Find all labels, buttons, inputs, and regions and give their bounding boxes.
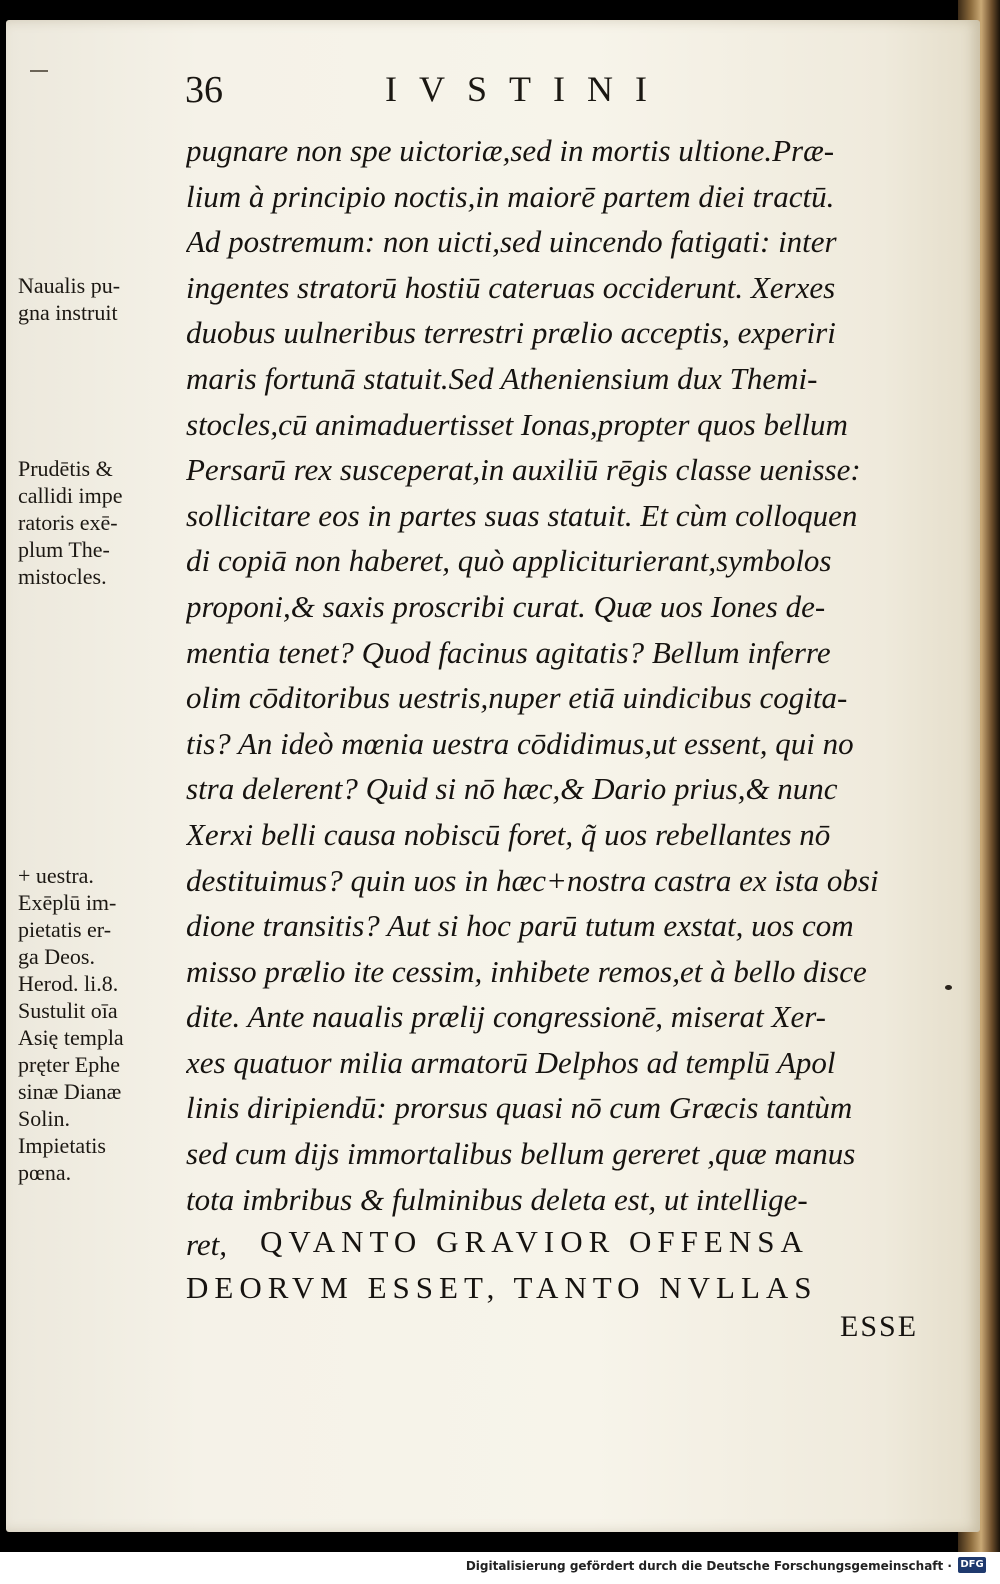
text-line: maris fortunā statuit.Sed Atheniensium dux Themi-	[186, 360, 818, 396]
text-line: sed cum dijs immortalibus bellum gereret ,quæ manus	[186, 1136, 856, 1172]
marginal-note-line: Solin.	[18, 1106, 70, 1131]
marginal-note-line: plum The-	[18, 537, 110, 562]
main-text	[186, 128, 902, 1268]
marginal-note-line: + uestra.	[18, 863, 94, 888]
marginal-note-line: Prudētis &	[18, 456, 113, 481]
text-line: dione transitis? Aut si hoc parū tutum exstat, uos com	[186, 908, 854, 944]
catchword: ESSE	[840, 1310, 919, 1343]
dfg-logo: DFG	[958, 1557, 986, 1573]
capitals-line-2: DEORVM ESSET, TANTO NVLLAS	[186, 1270, 818, 1305]
text-line: Persarū rex susceperat,in auxiliū rēgis classe uenisse:	[186, 452, 861, 488]
funding-credit: Digitalisierung gefördert durch die Deutsche Forschungsgemeinschaft ·	[465, 1559, 952, 1573]
text-line: stocles,cū animaduertisset Ionas,propter quos bellum	[186, 406, 848, 442]
text-line: xes quatuor milia armatorū Delphos ad templū Apol	[186, 1044, 836, 1080]
marginal-note-line: callidi impe	[18, 483, 123, 508]
ink-speck	[945, 985, 952, 990]
text-line: mentia tenet? Quod facinus agitatis? Bellum inferre	[186, 634, 831, 670]
text-line: tis? An ideò mœnia uestra cōdidimus,ut essent, qui no	[186, 725, 854, 761]
text-line: proponi,& saxis proscribi curat. Quæ uos Iones de-	[186, 588, 826, 624]
text-line: Ad postremum: non uicti,sed uincendo fatigati: inter	[186, 224, 837, 260]
text-line: olim cōditoribus uestris,nuper etiā uindicibus cogita-	[186, 680, 848, 716]
marginal-note-line: pœna.	[18, 1160, 72, 1185]
capitals-line-1: QVANTO GRAVIOR OFFENSA	[260, 1224, 809, 1259]
marginal-note-line: ratoris exē-	[18, 510, 118, 535]
text-line: tota imbribus & fulminibus deleta est, ut intellige-	[186, 1181, 808, 1217]
text-line: duobus uulneribus terrestri prælio acceptis, experiri	[186, 315, 836, 351]
marginal-note-line: Naualis pu-	[18, 273, 121, 298]
page-header	[185, 68, 905, 118]
text-line: ret,	[186, 1227, 228, 1263]
marginal-note	[18, 455, 183, 590]
footer-bar	[0, 1552, 1000, 1584]
page-number: 36	[185, 69, 223, 111]
text-line: destituimus? quin uos in hæc+nostra castra ex ista obsi	[186, 862, 879, 898]
marginal-note-line: gna instruit	[18, 300, 118, 325]
text-line: lium à principio noctis,in maiorē partem diei tractū.	[186, 178, 835, 214]
running-head: IVSTINI	[385, 69, 669, 109]
marginal-note-line: sinæ Dianæ	[18, 1079, 122, 1104]
marginal-note-line: mistocles.	[18, 564, 107, 589]
marginal-note	[18, 862, 183, 1186]
marginal-note-line: Asię templa	[18, 1025, 124, 1050]
text-line: ingentes stratorū hostiū cateruas occiderunt. Xerxes	[186, 269, 836, 305]
marginal-note-line: Exēplū im-	[18, 890, 117, 915]
text-line: stra delerent? Quid si nō hæc,& Dario prius,& nunc	[186, 771, 838, 807]
text-line: misso prælio ite cessim, inhibete remos,et à bello disce	[186, 953, 867, 989]
marginal-note	[18, 272, 183, 326]
text-line: Xerxi belli causa nobiscū foret, q̃ uos rebellantes nō	[186, 816, 831, 852]
marginal-note-line: Impietatis	[18, 1133, 106, 1158]
margin-dash	[30, 70, 48, 72]
text-line: pugnare non spe uictoriæ,sed in mortis ultione.Præ-	[186, 133, 835, 168]
text-line: di copiā non haberet, quò appliciturierant,symbolos	[186, 543, 832, 579]
text-line: sollicitare eos in partes suas statuit. Et cùm colloquen	[186, 497, 858, 533]
text-line: dite. Ante naualis prælij congressionē, miserat Xer-	[186, 999, 826, 1035]
marginal-note-line: ga Deos.	[18, 944, 95, 969]
marginal-note-line: pietatis er-	[18, 917, 112, 942]
marginal-note-line: Herod. li.8.	[18, 971, 119, 996]
marginal-note-line: pręter Ephe	[18, 1052, 120, 1077]
marginal-note-line: Sustulit oīa	[18, 998, 118, 1023]
text-line: linis diripiendū: prorsus quasi nō cum Græcis tantùm	[186, 1090, 853, 1126]
